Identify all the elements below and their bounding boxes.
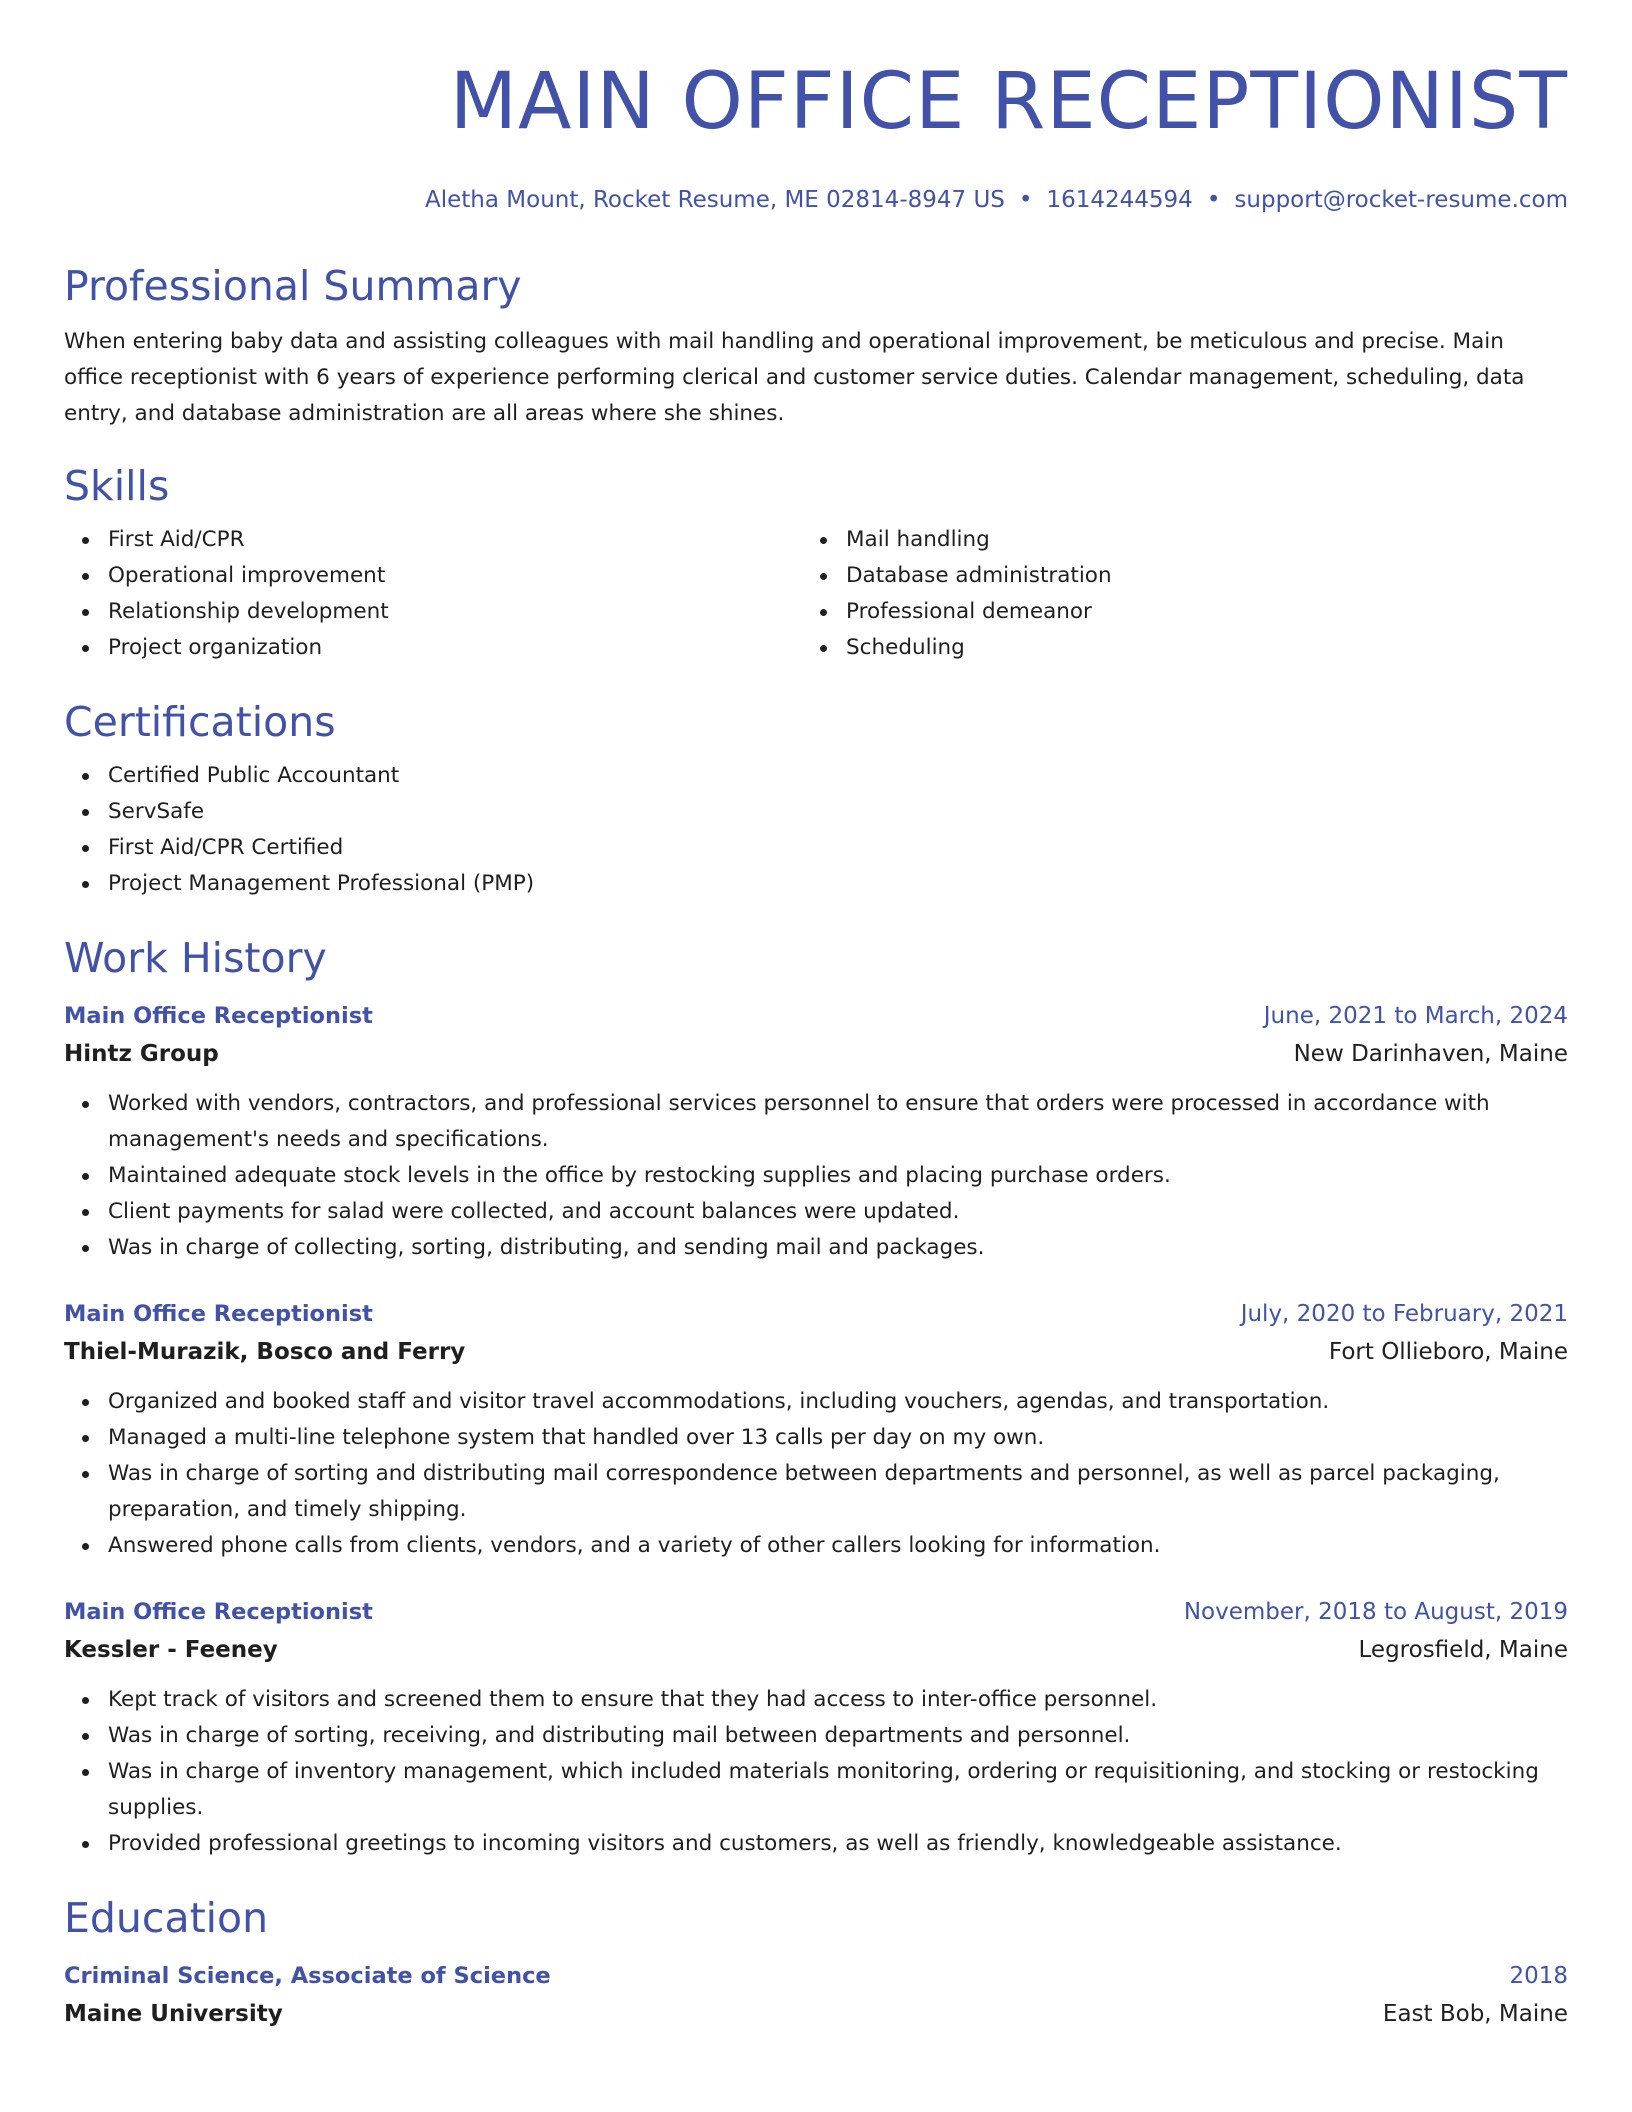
- job-bullets: [64, 1086, 1568, 1266]
- job-entry: [64, 998, 1568, 1266]
- job-bullet: Was in charge of sorting and distributing mail correspondence between departments and personnel, as well as parcel packaging, preparation, and timely shipping.: [108, 1456, 1568, 1528]
- skill-item: Mail handling: [846, 522, 1540, 558]
- job-bullet: Was in charge of sorting, receiving, and distributing mail between departments and personnel.: [108, 1718, 1568, 1754]
- contact-separator: •: [1206, 187, 1221, 213]
- certifications-list: [64, 758, 1568, 902]
- skill-item: Project organization: [108, 630, 802, 666]
- job-location: New Darinhaven, Maine: [1293, 1041, 1568, 1067]
- job-bullet: Managed a multi-line telephone system that handled over 13 calls per day on my own.: [108, 1420, 1568, 1456]
- resume-header: [64, 0, 1568, 216]
- job-bullet: Kept track of visitors and screened them to ensure that they had access to inter-office personnel.: [108, 1682, 1568, 1718]
- contact-separator: •: [1018, 187, 1033, 213]
- summary-text: When entering baby data and assisting colleagues with mail handling and operational improvement, be meticulous and precise. Main office receptionist with 6 years of experience performing clerical and customer service duties. Calendar management, scheduling, data entry, and database administration are all areas where she shines.: [64, 329, 1525, 426]
- job-entry: [64, 1594, 1568, 1862]
- skill-item: Database administration: [846, 558, 1540, 594]
- job-bullet: Worked with vendors, contractors, and professional services personnel to ensure that orders were processed in accordance with management's needs and specifications.: [108, 1086, 1568, 1158]
- job-bullets: [64, 1682, 1568, 1862]
- job-employer: Thiel-Murazik, Bosco and Ferry: [64, 1339, 466, 1365]
- job-bullet: Was in charge of collecting, sorting, distributing, and sending mail and packages.: [108, 1230, 1568, 1266]
- skill-item: Professional demeanor: [846, 594, 1540, 630]
- skills-column-right: [802, 522, 1540, 666]
- education-entry: [64, 1958, 1568, 2034]
- section-heading-certifications: Certifications: [64, 698, 336, 746]
- job-title: Main Office Receptionist: [64, 1003, 373, 1029]
- job-dates: November, 2018 to August, 2019: [1183, 1599, 1568, 1625]
- certifications-section: [64, 696, 1568, 902]
- section-heading-education: Education: [64, 1894, 269, 1942]
- skill-item: Operational improvement: [108, 558, 802, 594]
- job-employer: Hintz Group: [64, 1041, 219, 1067]
- job-title: Main Office Receptionist: [64, 1301, 373, 1327]
- job-bullet: Client payments for salad were collected, and account balances were updated.: [108, 1194, 1568, 1230]
- skills-grid: [64, 522, 1568, 666]
- skills-section: [64, 460, 1568, 666]
- contact-phone: 1614244594: [1046, 187, 1193, 213]
- job-employer: Kessler - Feeney: [64, 1637, 278, 1663]
- job-location: Fort Ollieboro, Maine: [1328, 1339, 1568, 1365]
- education-degree: Criminal Science, Associate of Science: [64, 1963, 551, 1989]
- certification-item: Project Management Professional (PMP): [108, 866, 1568, 902]
- skills-column-left: [64, 522, 802, 666]
- education-location: East Bob, Maine: [1382, 2001, 1568, 2027]
- certification-item: Certified Public Accountant: [108, 758, 1568, 794]
- job-bullet: Provided professional greetings to incoming visitors and customers, as well as friendly, knowledgeable assistance.: [108, 1826, 1568, 1862]
- section-heading-skills: Skills: [64, 462, 170, 510]
- section-heading-summary: Professional Summary: [64, 262, 522, 310]
- contact-email: support@rocket-resume.com: [1234, 187, 1568, 213]
- page-title: MAIN OFFICE RECEPTIONIST: [449, 57, 1568, 147]
- contact-address: Aletha Mount, Rocket Resume, ME 02814-8947 US: [425, 187, 1005, 213]
- job-dates: June, 2021 to March, 2024: [1263, 1003, 1568, 1029]
- certification-item: First Aid/CPR Certified: [108, 830, 1568, 866]
- education-section: [64, 1892, 1568, 2034]
- certification-item: ServSafe: [108, 794, 1568, 830]
- job-bullet: Organized and booked staff and visitor travel accommodations, including vouchers, agendas, and transportation.: [108, 1384, 1568, 1420]
- job-bullets: [64, 1384, 1568, 1564]
- contact-line: [64, 184, 1568, 216]
- work-history-section: [64, 932, 1568, 1862]
- education-school: Maine University: [64, 2001, 283, 2027]
- section-heading-work-history: Work History: [64, 934, 327, 982]
- job-location: Legrosfield, Maine: [1358, 1637, 1568, 1663]
- skill-item: Scheduling: [846, 630, 1540, 666]
- skill-item: First Aid/CPR: [108, 522, 802, 558]
- job-title: Main Office Receptionist: [64, 1599, 373, 1625]
- summary-section: [64, 260, 1568, 432]
- job-entry: [64, 1296, 1568, 1564]
- job-bullet: Was in charge of inventory management, which included materials monitoring, ordering or requisitioning, and stocking or restocking supplies.: [108, 1754, 1568, 1826]
- skill-item: Relationship development: [108, 594, 802, 630]
- education-year: 2018: [1509, 1963, 1568, 1989]
- job-dates: July, 2020 to February, 2021: [1240, 1301, 1568, 1327]
- job-bullet: Answered phone calls from clients, vendors, and a variety of other callers looking for information.: [108, 1528, 1568, 1564]
- job-bullet: Maintained adequate stock levels in the office by restocking supplies and placing purchase orders.: [108, 1158, 1568, 1194]
